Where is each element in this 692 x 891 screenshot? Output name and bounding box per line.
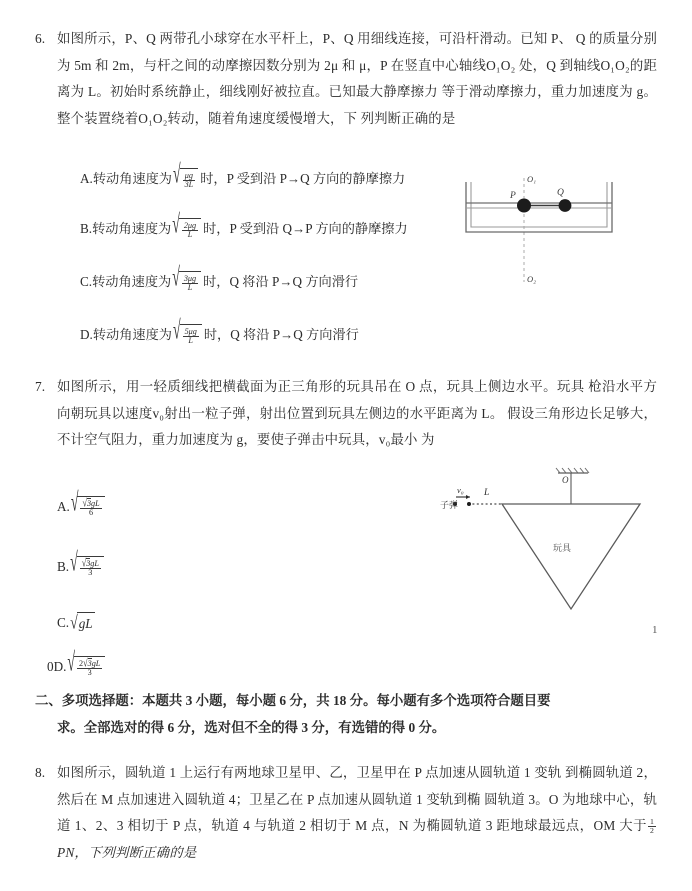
section-title-line-2: 求。全部选对的得 6 分，选对但不全的得 3 分，有选错的得 0 分。	[57, 719, 446, 735]
option-d-suffix: 时，Q 将沿 P→Q 方向滑行	[203, 327, 359, 343]
distance-label: L	[484, 488, 490, 498]
q8-line-3: 圆轨道 3。O 为地球中心，轨道 1、2、3 相切于 P 点，轨道 4 与轨道 2 相切于 M 点，N	[57, 791, 658, 833]
q7-line-2: 枪沿水平方向朝玩具以速度v₀射出一粒子弹，射出位置到玩具左侧边的水平距离为 L。	[57, 379, 657, 421]
axis-top-label: O₁	[527, 174, 537, 184]
q6-line-3: 处，Q 到轴线O₁O₂的距离为 L。初始时系统静止，细线刚好被拉直。已知最大静摩擦力	[57, 57, 657, 99]
velocity-label: v₀	[457, 485, 464, 495]
q8-line-1: 如图所示，圆轨道 1 上运行有两地球卫星甲、乙，卫星甲在 P 点加速从圆轨道 1 变轨	[57, 765, 562, 780]
question-8-stem	[35, 760, 657, 866]
question-6-option-d[interactable]	[80, 315, 359, 346]
option-b-prefix: 转动角速度为	[92, 221, 172, 237]
option-d-radical	[67, 647, 105, 678]
question-7-block	[35, 374, 657, 454]
option-b-radical	[70, 547, 104, 578]
q6-line-4: 等于滑动摩擦力，重力加速度为 g。整个装置绕着O₁O₂转动，随着角速度缓慢增大，下	[57, 84, 658, 126]
option-c-denominator: L	[187, 283, 193, 293]
q8-fraction-numerator: 1	[649, 817, 654, 827]
pivot-point-label: O	[562, 475, 569, 485]
q7-line-1: 如图所示，用一轻质细线把横截面为正三角形的玩具吊在 O 点，玩具上侧边水平。玩具	[57, 379, 585, 394]
rod-with-beads-svg	[452, 170, 657, 290]
radical-sign-icon: √	[172, 209, 180, 239]
q8-fraction-denominator: 2	[649, 826, 654, 836]
section-header-multiple-choice	[35, 688, 657, 741]
q7-line-3: 假设三角形边长足够大，不计空气阻力，重力加速度为 g，要使子弹击中玩具，v₀最小	[57, 405, 657, 447]
option-d-prefix: 转动角速度为	[92, 327, 172, 343]
q6-line-2: Q 的质量分别为 5m 和 2m，与杆之间的动摩擦因数分别为 2μ 和 μ，P 在竖直中心轴线O₁O₂	[57, 31, 657, 73]
axis-bottom-label: O₂	[527, 274, 537, 284]
option-a-inner-radicand: 3	[86, 498, 92, 508]
q8-line-4: 为椭圆轨道 3 距地球最远点，OM 大于	[412, 818, 647, 833]
radical-sign-icon: √	[172, 159, 181, 189]
option-a-prefix: 转动角速度为	[92, 171, 172, 187]
question-7-option-c[interactable]	[57, 612, 96, 634]
q8-line-tail: PN，下列判断正确的是	[57, 844, 197, 860]
question-6-option-b[interactable]	[80, 209, 408, 240]
option-a-numerator-tail: gL	[91, 498, 100, 508]
q7-line-4: 为	[421, 432, 435, 447]
option-b-label: B.	[80, 221, 93, 237]
question-7-number: 7.	[35, 379, 46, 394]
radical-sign-icon: √	[67, 647, 76, 677]
q6-line-1: 如图所示，P、Q 两带孔小球穿在水平杆上，P、Q 用细线连接，可沿杆滑动。已知 P、	[57, 31, 573, 46]
hanging-triangle-toy-svg	[440, 466, 670, 621]
question-7-stem	[35, 374, 657, 454]
option-d-denominator: L	[188, 336, 193, 346]
bead-p-label: P	[510, 191, 516, 201]
question-6-option-a[interactable]	[80, 159, 406, 190]
page-number: 1	[652, 624, 658, 636]
question-7-option-a[interactable]	[57, 487, 106, 518]
q6-line-5: 列判断正确的是	[360, 110, 456, 126]
bead-q	[559, 199, 572, 212]
bead-q-label: Q	[557, 188, 564, 198]
radical-sign-icon: √	[172, 315, 181, 345]
question-6-number: 6.	[35, 31, 46, 46]
question-8-text	[57, 760, 657, 866]
radical-sign-icon: √	[172, 262, 180, 292]
q8-line-2: 到椭圆轨道 2，然后在 M 点加速进入圆轨道 4；卫星乙在 P 点加速从圆轨道 1 变轨到椭	[57, 765, 658, 807]
question-6-block	[35, 26, 657, 132]
option-d-label: 0D.	[47, 659, 67, 675]
option-b-radical	[172, 209, 201, 240]
option-a-radical	[172, 159, 198, 190]
question-8-block	[35, 760, 657, 866]
question-7-option-d[interactable]	[47, 647, 106, 678]
option-c-label: C.	[80, 274, 93, 290]
option-d-coefficient: 2	[79, 658, 84, 668]
question-6-figure	[452, 170, 657, 295]
inner-radical-icon: √	[82, 497, 87, 510]
question-8-number: 8.	[35, 765, 46, 780]
option-b-suffix: 时，P 受到沿 Q→P 方向的静摩擦力	[203, 221, 408, 237]
question-6-option-c[interactable]	[80, 262, 359, 293]
frame-outer-path	[466, 182, 612, 232]
option-c-radical	[172, 262, 201, 293]
question-6-stem	[35, 26, 657, 132]
option-b-numerator-tail: gL	[90, 558, 99, 568]
option-d-radical	[172, 315, 202, 346]
option-d-label: D.	[80, 327, 93, 343]
option-c-suffix: 时，Q 将沿 P→Q 方向滑行	[203, 274, 359, 290]
inner-radical-icon: √	[83, 657, 88, 670]
option-c-numerator: 3μg	[183, 273, 197, 283]
option-d-inner-radicand: 3	[87, 658, 92, 668]
ceiling-hatching	[556, 468, 589, 473]
option-c-radicand: gL	[77, 612, 95, 634]
radical-sign-icon: √	[70, 487, 79, 517]
option-b-inner-radicand: 3	[86, 558, 91, 568]
toy-triangle	[502, 504, 640, 609]
question-7-option-b[interactable]	[57, 547, 105, 578]
option-c-prefix: 转动角速度为	[92, 274, 172, 290]
toy-label: 玩具	[553, 543, 572, 553]
option-a-label: A.	[57, 499, 70, 515]
q8-half-fraction	[647, 818, 657, 835]
option-c-radical	[70, 612, 95, 634]
question-7-text	[57, 374, 657, 454]
option-a-label: A.	[80, 171, 93, 187]
option-d-denominator: 3	[87, 668, 92, 678]
option-b-label: B.	[57, 559, 70, 575]
option-a-suffix: 时，P 受到沿 P→Q 方向的静摩擦力	[200, 171, 406, 187]
bullet-label: 子弹	[440, 500, 459, 510]
option-a-numerator: μg	[184, 170, 193, 180]
option-c-label: C.	[57, 615, 70, 630]
option-a-radical	[70, 487, 105, 518]
option-b-denominator: 3	[88, 568, 93, 578]
question-6-text	[57, 26, 657, 132]
bead-p	[517, 199, 531, 213]
question-7-figure	[440, 466, 670, 626]
option-b-denominator: L	[187, 230, 193, 240]
option-b-numerator: 2μg	[183, 220, 197, 230]
bullet-dot	[467, 502, 471, 506]
option-a-denominator: 3L	[184, 180, 194, 190]
option-a-denominator: 6	[89, 508, 94, 518]
inner-radical-icon: √	[81, 557, 87, 570]
radical-sign-icon: √	[70, 547, 78, 577]
option-d-numerator: 5μg	[184, 326, 197, 336]
section-title-line-1: 二、多项选择题：本题共 3 小题，每小题 6 分，共 18 分。每小题有多个选项符合题目要	[35, 693, 551, 708]
option-d-numerator-tail: gL	[91, 658, 101, 668]
frame-inner-path	[471, 182, 607, 227]
velocity-arrow-head	[466, 495, 470, 499]
radical-sign-icon: √	[70, 612, 78, 633]
